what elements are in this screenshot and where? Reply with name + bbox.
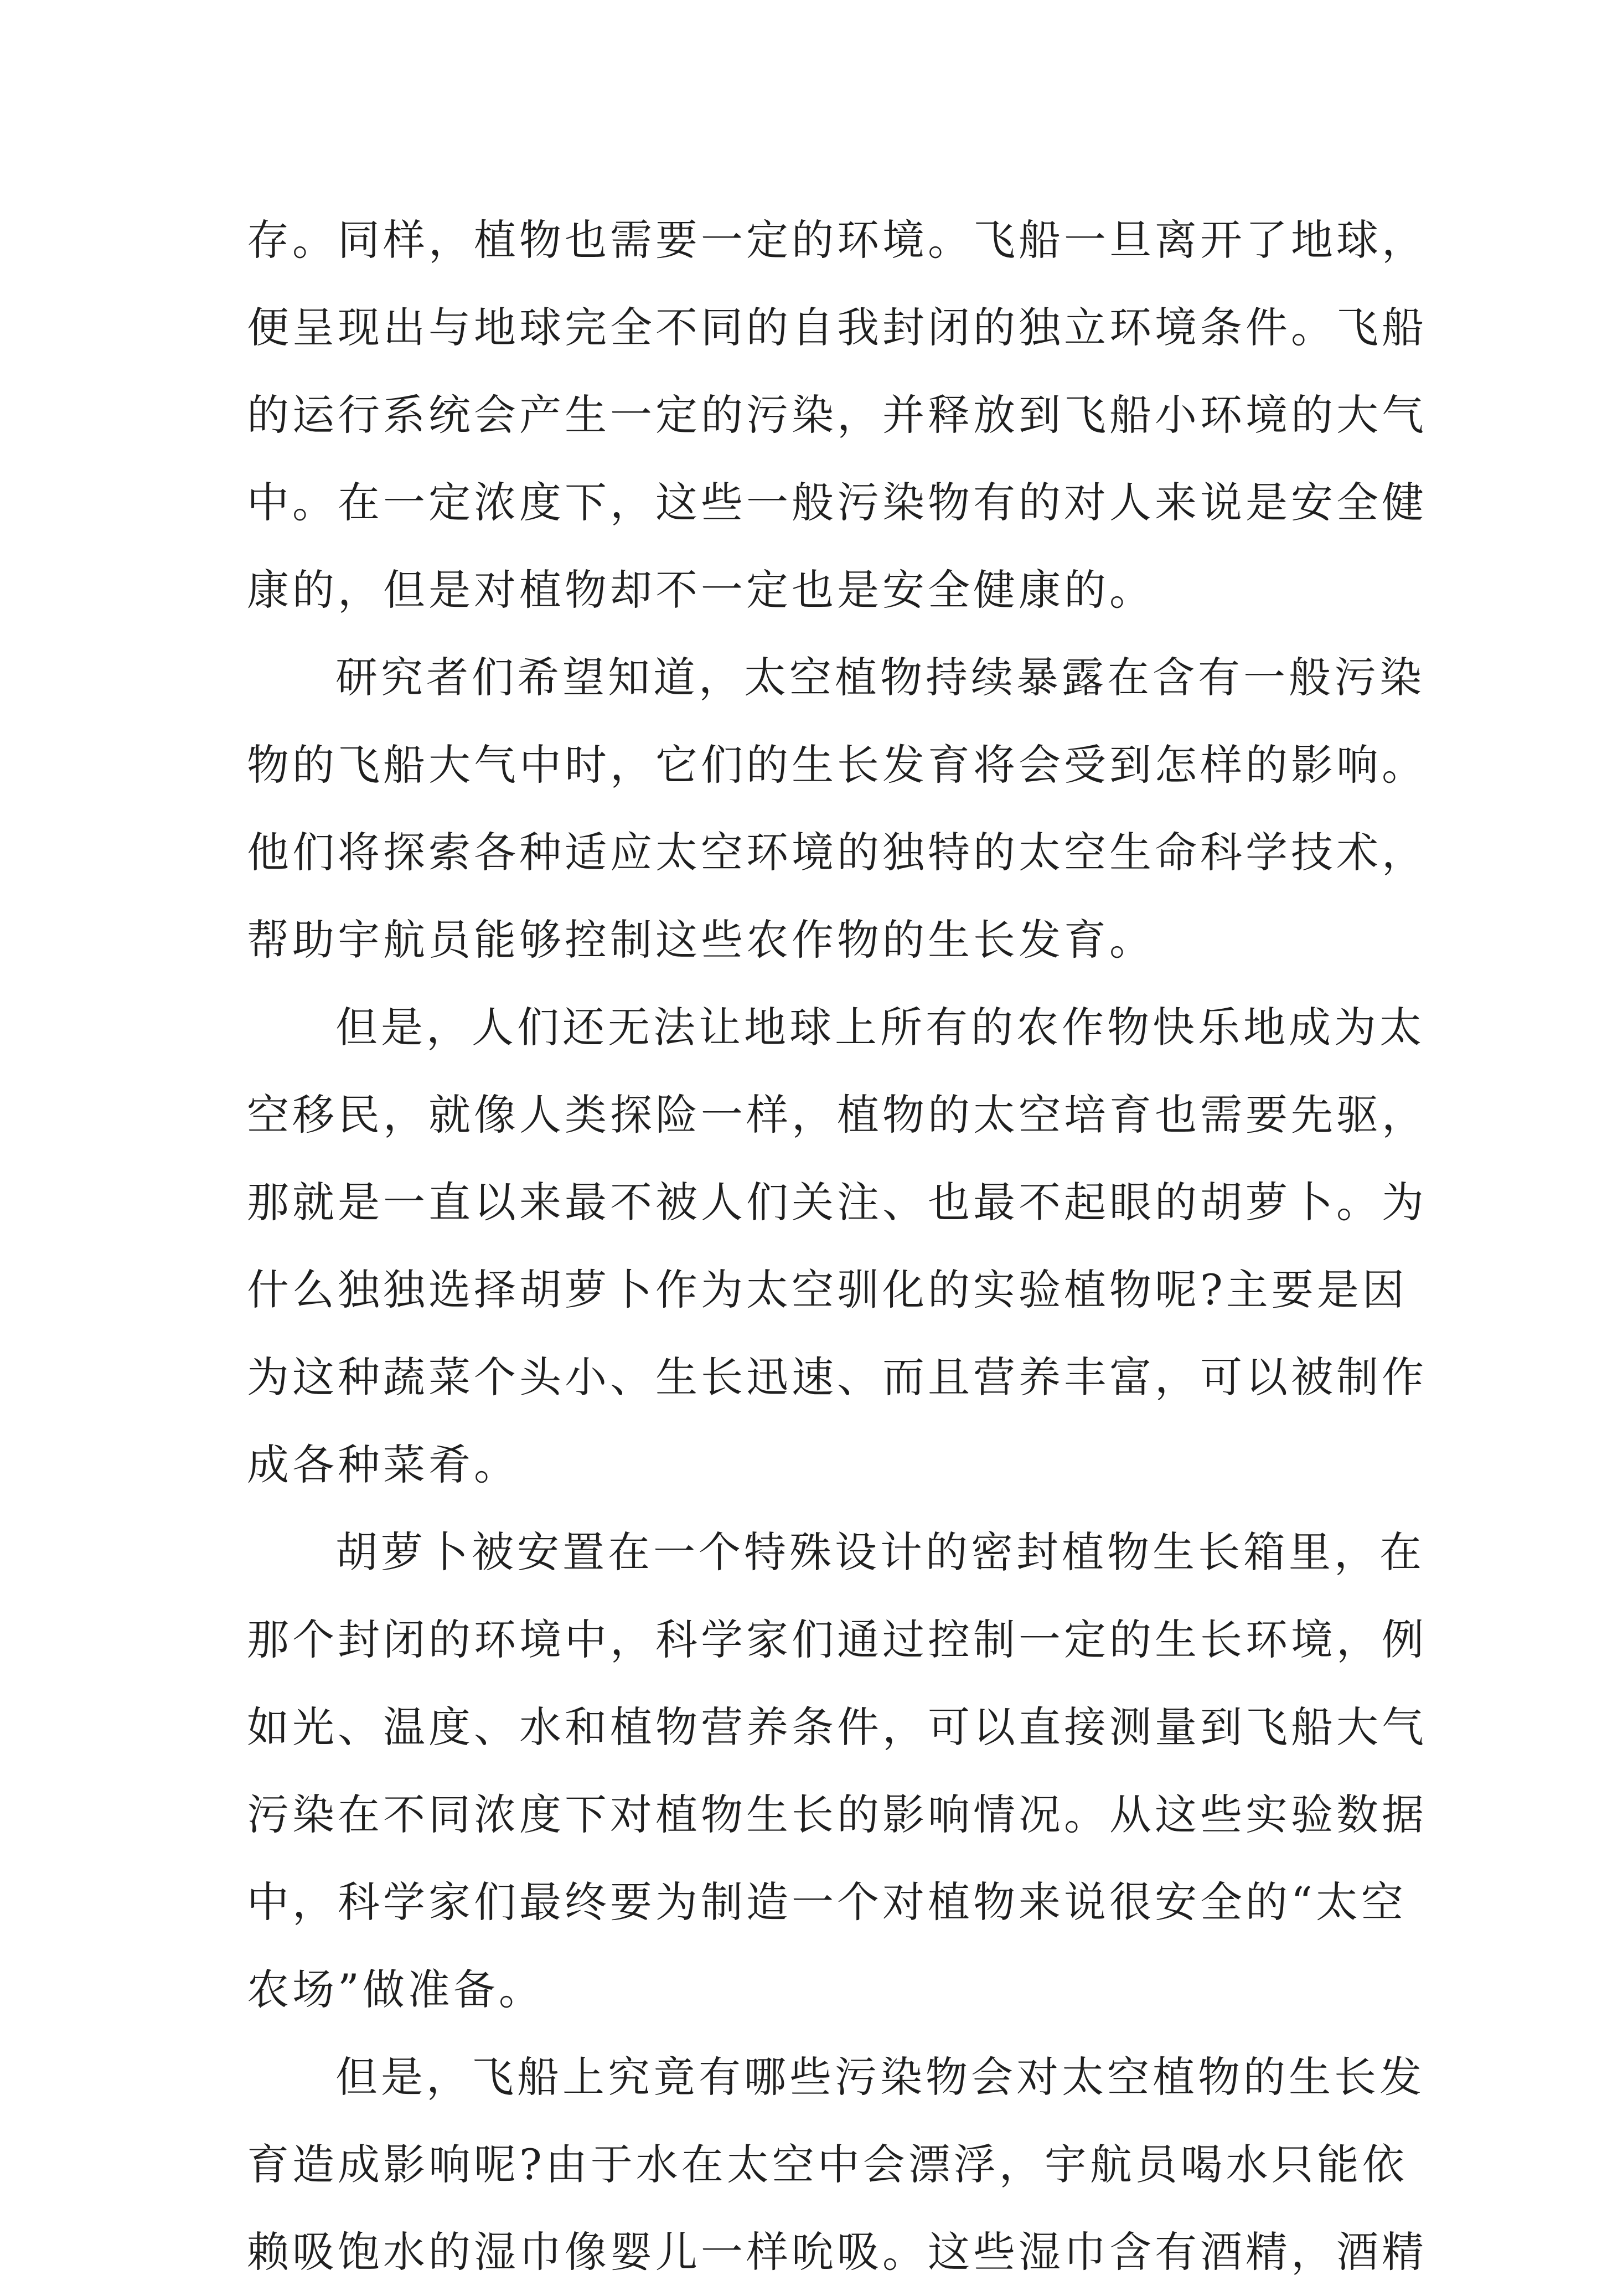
text-line: 成各种菜肴。: [247, 1440, 519, 1489]
text-line: 康的，但是对植物却不一定也是安全健康的。: [247, 565, 1155, 615]
text-line: 的运行系统会产生一定的污染，并释放到飞船小环境的大气: [247, 390, 1427, 440]
paragraph: [247, 197, 1427, 634]
text-line: 研究者们希望知道，太空植物持续暴露在含有一般污染: [335, 653, 1425, 702]
text-line: 物的飞船大气中时，它们的生长发育将会受到怎样的影响。: [247, 740, 1427, 790]
text-line: 污染在不同浓度下对植物生长的影响情况。从这些实验数据: [247, 1790, 1427, 1839]
document-body: [247, 197, 1427, 2296]
text-line: 育造成影响呢?由于水在太空中会漂浮，宇航员喝水只能依: [247, 2140, 1408, 2189]
text-line: 便呈现出与地球完全不同的自我封闭的独立环境条件。飞船: [247, 303, 1427, 352]
text-line: 他们将探索各种适应太空环境的独特的太空生命科学技术，: [247, 828, 1427, 877]
text-line: 农场”做准备。: [247, 1965, 544, 2014]
text-line: 为这种蔬菜个头小、生长迅速、而且营养丰富，可以被制作: [247, 1353, 1427, 1402]
text-line: 中，科学家们最终要为制造一个对植物来说很安全的“太空: [247, 1877, 1407, 1927]
text-line: 那就是一直以来最不被人们关注、也最不起眼的胡萝卜。为: [247, 1178, 1427, 1227]
text-line: 那个封闭的环境中，科学家们通过控制一定的生长环境，例: [247, 1615, 1427, 1664]
text-line: 但是，飞船上究竟有哪些污染物会对太空植物的生长发: [335, 2052, 1425, 2102]
text-line: 但是，人们还无法让地球上所有的农作物快乐地成为太: [335, 1003, 1425, 1052]
paragraph: [247, 634, 1427, 984]
text-line: 存。同样，植物也需要一定的环境。飞船一旦离开了地球，: [247, 215, 1427, 265]
text-line: 空移民，就像人类探险一样，植物的太空培育也需要先驱，: [247, 1090, 1427, 1139]
text-line: 如光、温度、水和植物营养条件，可以直接测量到飞船大气: [247, 1702, 1427, 1752]
paragraph: [247, 1509, 1427, 2034]
paragraph: [247, 2034, 1427, 2296]
text-line: 中。在一定浓度下，这些一般污染物有的对人来说是安全健: [247, 478, 1427, 527]
text-line: 帮助宇航员能够控制这些农作物的生长发育。: [247, 915, 1155, 964]
text-line: 胡萝卜被安置在一个特殊设计的密封植物生长箱里，在: [335, 1528, 1425, 1577]
text-line: 什么独独选择胡萝卜作为太空驯化的实验植物呢?主要是因: [247, 1265, 1408, 1314]
paragraph: [247, 984, 1427, 1509]
text-line: 赖吸饱水的湿巾像婴儿一样吮吸。这些湿巾含有酒精，酒精: [247, 2227, 1427, 2277]
